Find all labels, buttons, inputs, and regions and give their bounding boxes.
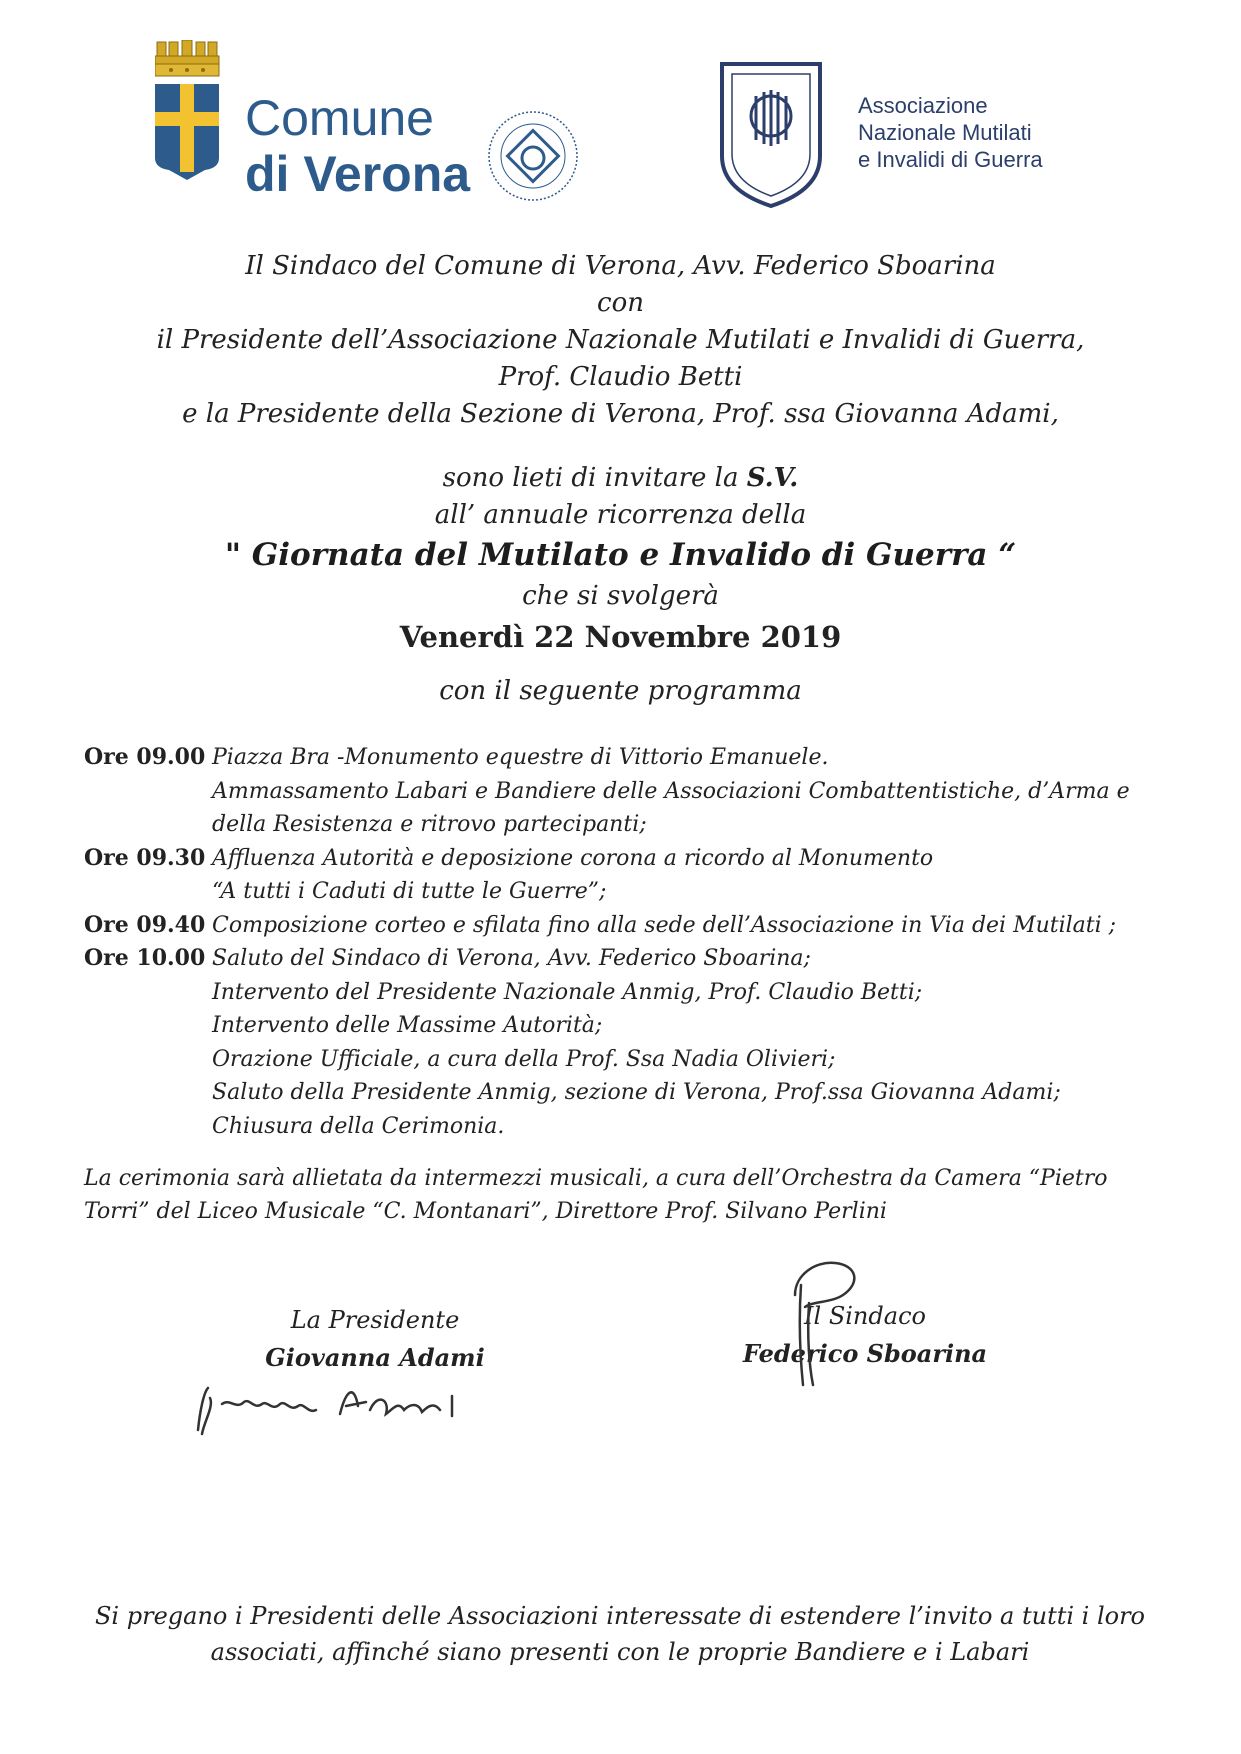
invite-line-2: all’ annuale ricorrenza della [434,500,807,530]
program-line: Intervento delle Massime Autorità; [212,1013,603,1038]
comune-di-verona-wordmark [245,90,470,202]
anmig-line: Associazione [858,93,988,118]
event-date: Venerdì 22 Novembre 2019 [399,620,842,654]
music-line: La cerimonia sarà allietata da intermezzi musicali, a cura dell’Orchestra da Camera “Pietro [84,1166,1108,1191]
footer-line: associati, affinché siano presenti con le proprie Bandiere e i Labari [210,1638,1030,1666]
program-list [84,741,1164,1143]
program-line: Intervento del Presidente Nazionale Anmig, Prof. Claudio Betti; [212,979,923,1005]
signature-role: La Presidente [290,1306,460,1334]
program-time: Ore 10.00 [84,945,206,971]
intro-line: Il Sindaco del Comune di Verona, Avv. Federico Sboarina [245,251,996,281]
handwritten-signature-left [190,1370,470,1440]
intro-line: con [597,288,644,318]
signature-name: Federico Sboarina [742,1339,988,1368]
invite-sv: S.V. [746,463,799,493]
handwritten-signature-right [765,1255,875,1395]
intro-line: e la Presidente della Sezione di Verona, Prof. ssa Giovanna Adami, [182,399,1059,429]
signature-role: Il Sindaco [804,1302,926,1330]
invite-line [0,460,1241,497]
anmig-name [858,92,1043,173]
comune-line1: Comune [245,90,434,146]
program-line: Saluto della Presidente Anmig, sezione di Verona, Prof.ssa Giovanna Adami; [212,1080,1061,1105]
program-line: Ammassamento Labari e Bandiere delle Associazioni Combattentistiche, d’Arma e [212,778,1130,804]
invite-block [0,460,1241,534]
footer-note [90,1598,1150,1670]
comune-line2: di Verona [245,146,471,202]
program-item [84,909,1164,943]
program-item [84,942,1164,1143]
program-line: della Resistenza e ritrovo partecipanti; [212,812,647,837]
program-line: Chiusura della Cerimonia. [212,1113,505,1139]
program-line: “A tutti i Caduti di tutte le Guerre”; [212,879,607,904]
program-line: Composizione corteo e sfilata fino alla sede dell’Associazione in Via dei Mutilati ; [212,912,1117,938]
shield-icon [155,84,219,180]
program-line: Saluto del Sindaco di Verona, Avv. Federico Sboarina; [212,946,811,971]
program-time: Ore 09.40 [84,911,206,938]
crown-icon [155,40,219,76]
event-title: " Giornata del Mutilato e Invalido di Guerra “ [224,537,1017,573]
intro-block [0,248,1241,433]
invite-text: sono lieti di invitare la [442,463,747,493]
event-subtitle: che si svolgerà [522,581,719,611]
anmig-line: e Invalidi di Guerra [858,147,1043,172]
music-note [84,1162,1164,1228]
intro-line: Prof. Claudio Betti [498,362,743,392]
program-intro: con il seguente programma [439,676,802,706]
program-time: Ore 09.00 [84,744,206,770]
anmig-line: Nazionale Mutilati [858,120,1032,145]
program-line: Orazione Ufficiale, a cura della Prof. Ssa Nadia Olivieri; [212,1046,836,1072]
program-item [84,741,1164,842]
program-time: Ore 09.30 [84,844,206,871]
program-item [84,842,1164,909]
program-line: Piazza Bra -Monumento equestre di Vittorio Emanuele. [212,745,829,770]
signature-name: Giovanna Adami [265,1343,485,1372]
anmig-badge-icon [716,60,826,210]
world-heritage-emblem-icon [485,108,581,204]
program-line: Affluenza Autorità e deposizione corona a ricordo al Monumento [212,845,934,871]
music-line: Torri” del Liceo Musicale “C. Montanari”, Direttore Prof. Silvano Perlini [84,1199,887,1224]
signature-left [200,1302,550,1376]
intro-line: il Presidente dell’Associazione Nazionale Mutilati e Invalidi di Guerra, [156,325,1085,355]
footer-line: Si pregano i Presidenti delle Associazioni interessate di estendere l’invito a tutti i loro [94,1602,1146,1630]
